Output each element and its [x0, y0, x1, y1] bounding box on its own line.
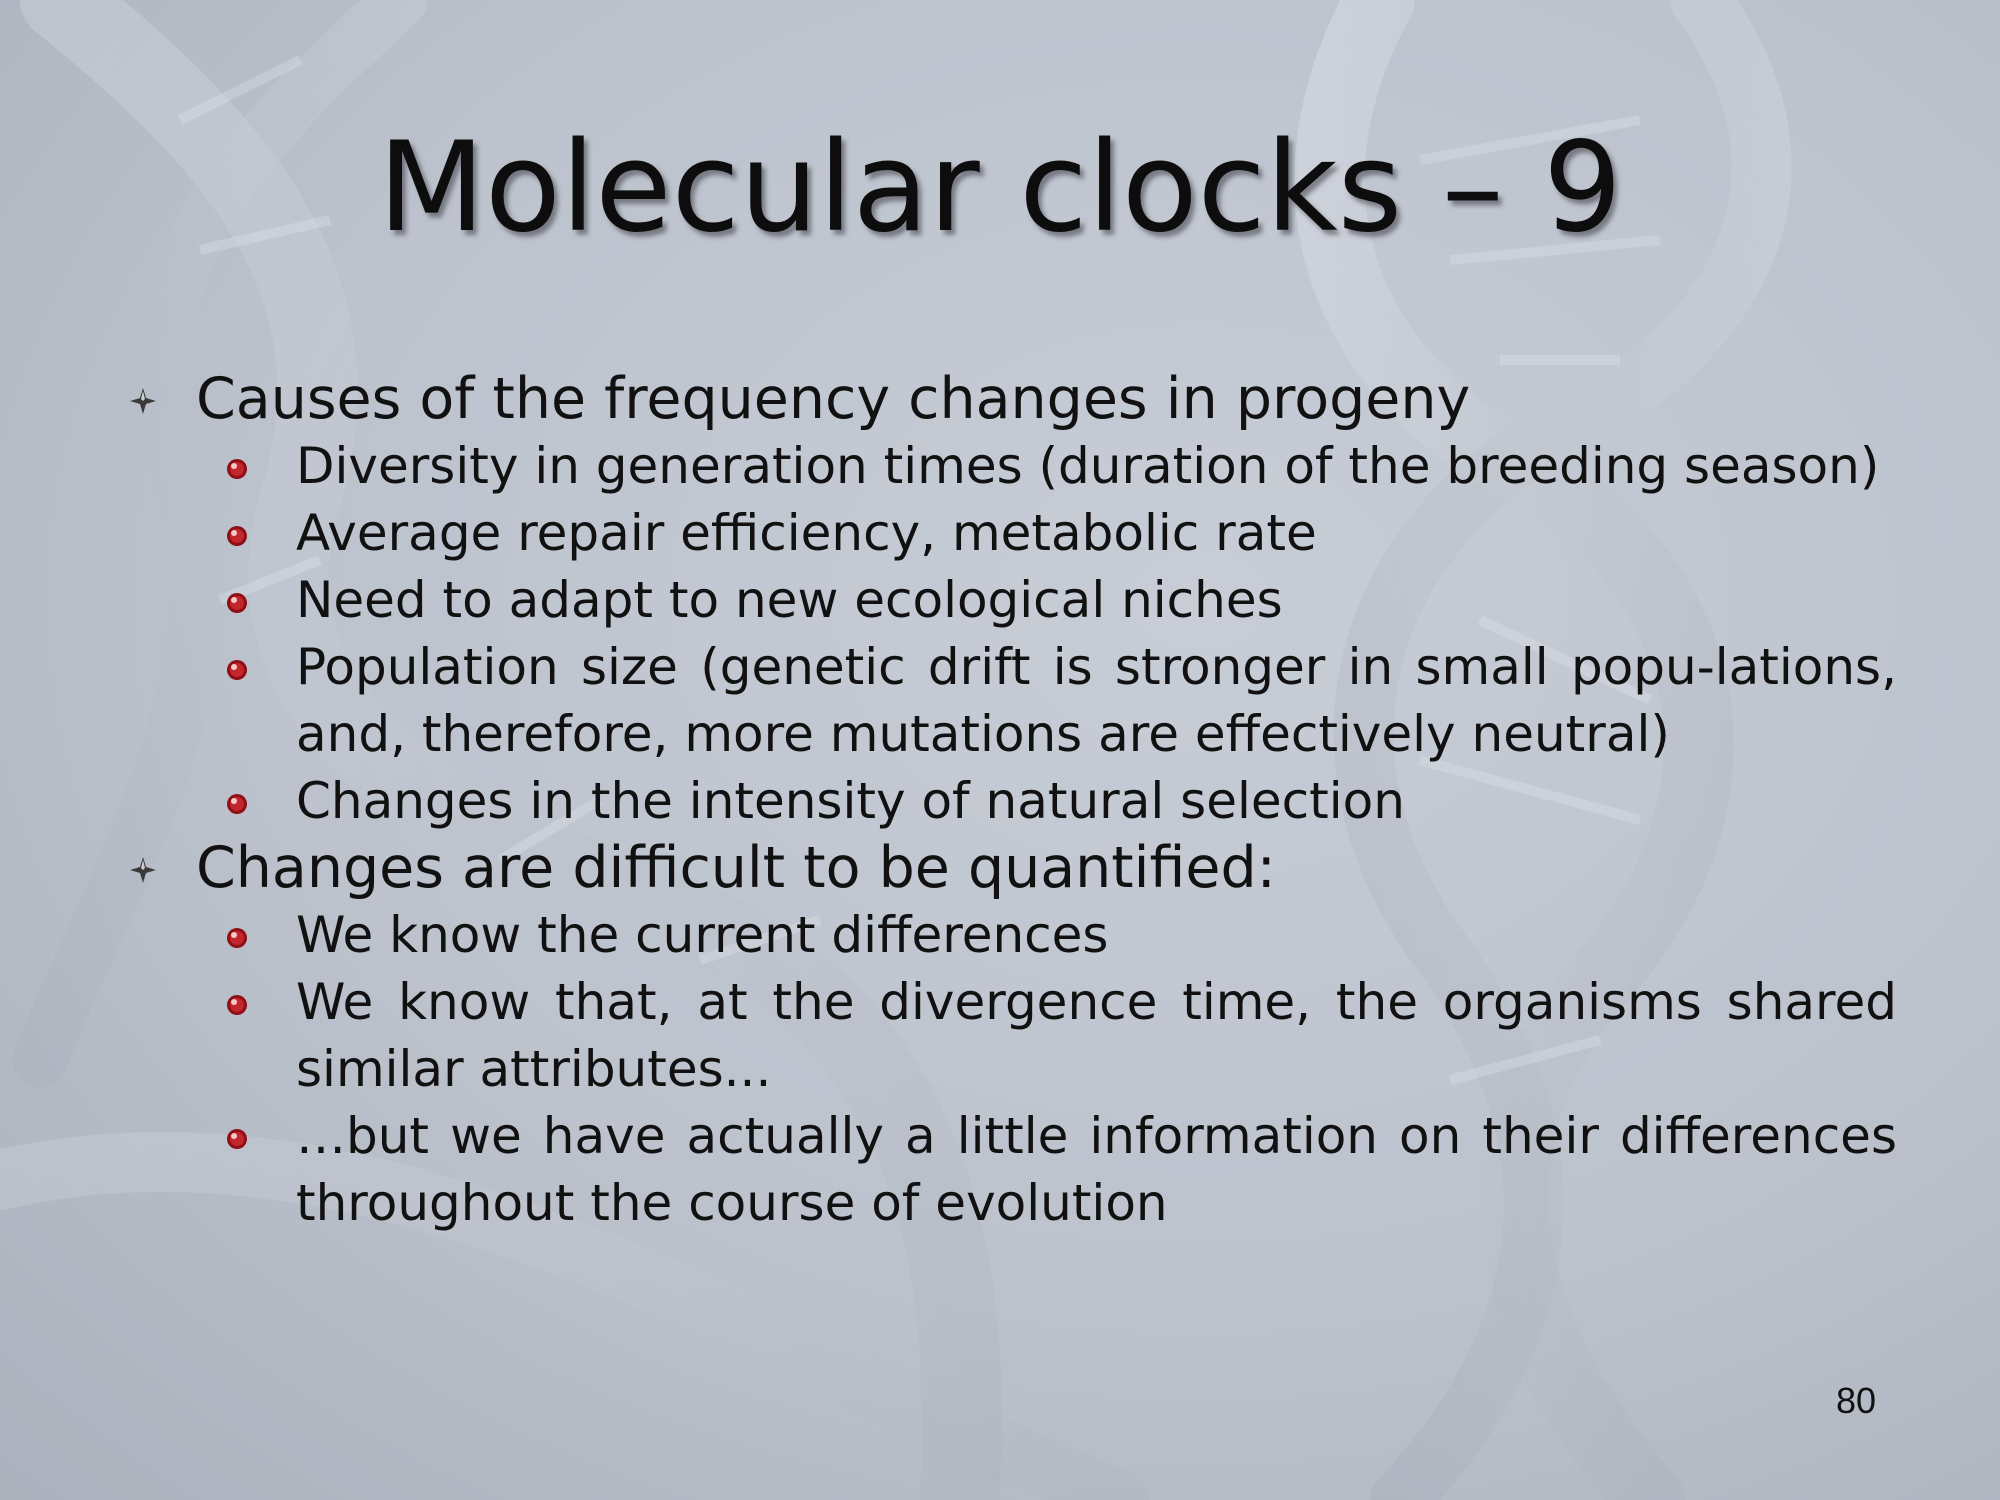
list-item	[296, 768, 1897, 835]
list-item-text: Changes in the intensity of natural selection	[296, 772, 1405, 830]
list-item	[296, 902, 1897, 969]
list-item-text: We know that, at the divergence time, the organisms shared similar attributes...	[296, 973, 1897, 1098]
red-sphere-bullet-icon	[226, 525, 248, 547]
list-item-text: Average repair efficiency, metabolic rate	[296, 504, 1317, 562]
red-sphere-bullet-icon	[226, 458, 248, 480]
red-sphere-bullet-icon	[226, 793, 248, 815]
bullet-section-2	[130, 835, 1895, 902]
list-item-text: Population size (genetic drift is stronger in small popu-lations, and, therefore, more mutations are effectively neutral)	[296, 638, 1897, 763]
page-number: 80	[1836, 1380, 1877, 1421]
list-item-text: …but we have actually a little information on their differences throughout the course of evolution	[296, 1107, 1897, 1232]
list-item	[296, 1103, 1897, 1237]
red-sphere-bullet-icon	[226, 659, 248, 681]
section-heading: Causes of the frequency changes in progeny	[196, 366, 1471, 432]
bullet-list	[130, 366, 1895, 1237]
bullet-section-1	[130, 366, 1895, 433]
red-sphere-bullet-icon	[226, 994, 248, 1016]
slide-title: Molecular clocks – 9	[378, 116, 1622, 260]
list-item	[296, 634, 1897, 768]
red-sphere-bullet-icon	[226, 927, 248, 949]
four-point-star-icon	[130, 388, 156, 414]
list-item-text: Need to adapt to new ecological niches	[296, 571, 1283, 629]
list-item	[296, 567, 1897, 634]
list-item-text: Diversity in generation times (duration of the breeding season)	[296, 437, 1880, 495]
four-point-star-icon	[130, 857, 156, 883]
list-item	[296, 433, 1897, 500]
section-heading: Changes are difficult to be quantified:	[196, 835, 1276, 901]
list-item	[296, 500, 1897, 567]
list-item	[296, 969, 1897, 1103]
list-item-text: We know the current differences	[296, 906, 1109, 964]
red-sphere-bullet-icon	[226, 1128, 248, 1150]
red-sphere-bullet-icon	[226, 592, 248, 614]
